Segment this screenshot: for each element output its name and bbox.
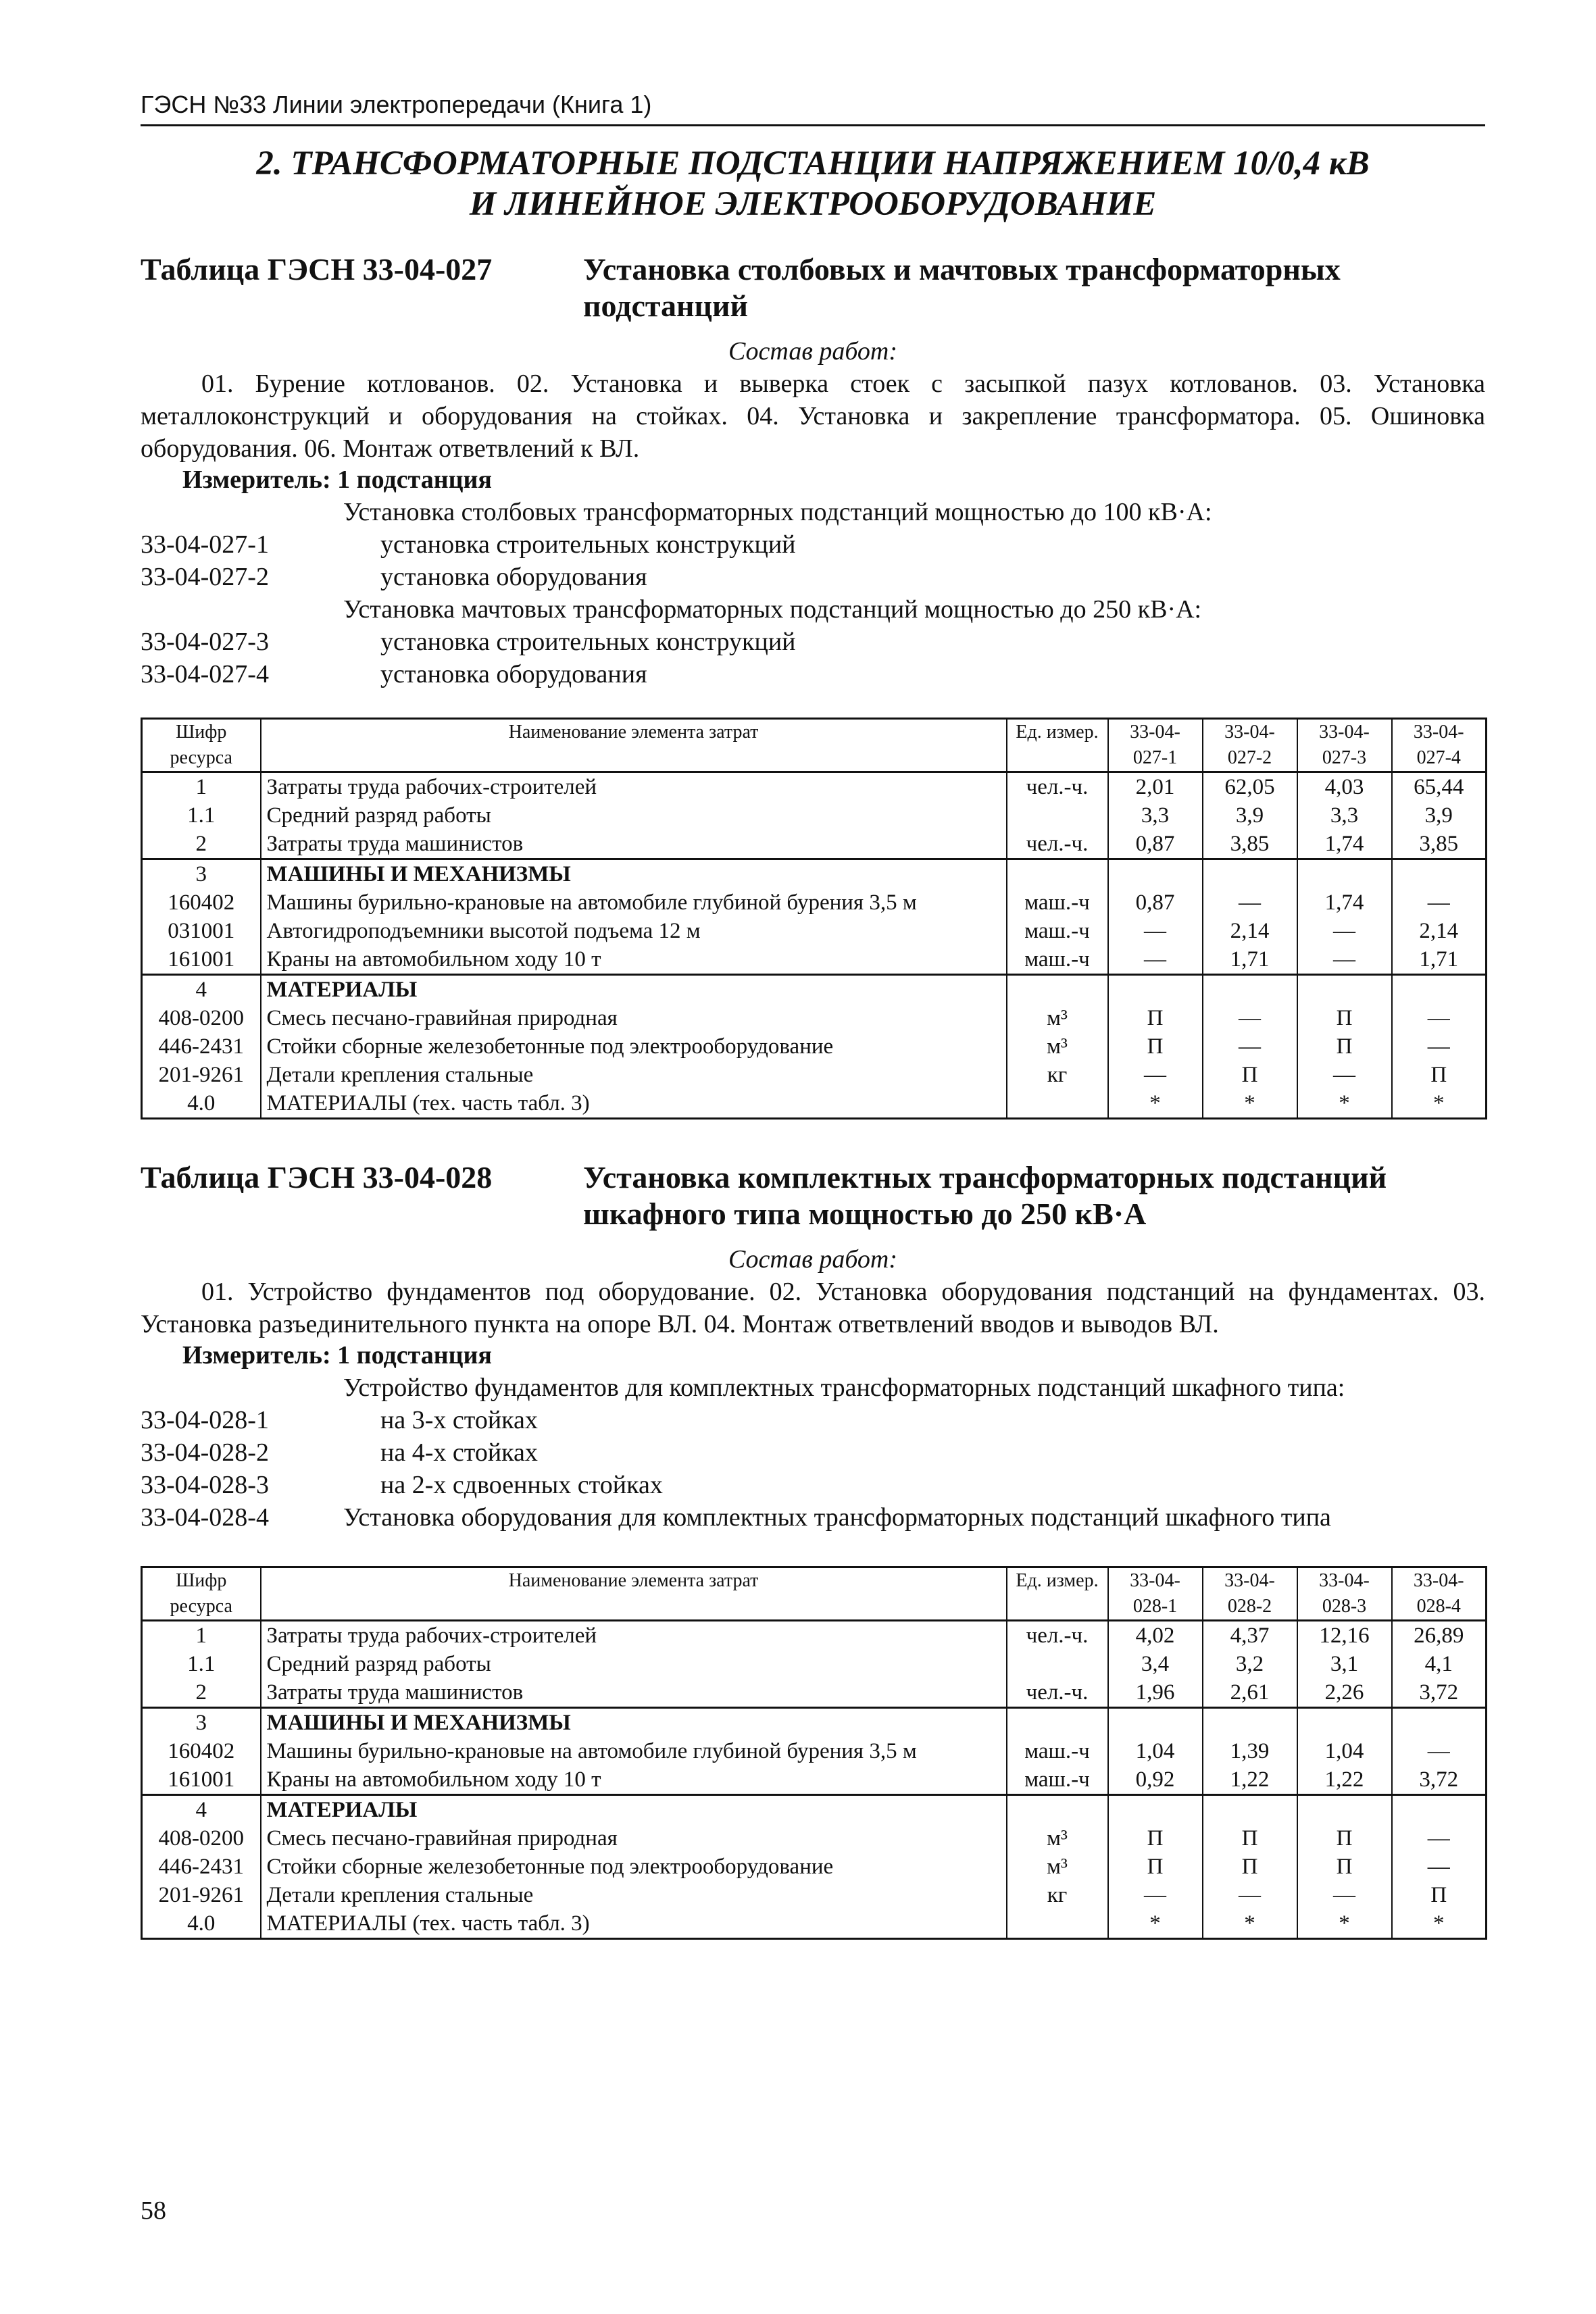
norm-value-cell: 2,26 — [1297, 1678, 1392, 1708]
resource-name-cell: Средний разряд работы — [261, 801, 1007, 830]
norm-value-cell — [1203, 1708, 1297, 1738]
table1-heading — [141, 251, 1485, 326]
resource-name-cell: Автогидроподъемники высотой подъема 12 м — [261, 917, 1007, 945]
unit-cell: чел.-ч. — [1007, 830, 1108, 859]
norm-value-cell: П — [1297, 1032, 1392, 1061]
norm-value-cell: 1,22 — [1297, 1765, 1392, 1795]
norm-description: на 2-х сдвоенных стойках — [380, 1471, 663, 1499]
norm-value-cell — [1297, 1708, 1392, 1738]
table2-measure: Измеритель: 1 подстанция — [182, 1341, 492, 1369]
norm-value-cell: 3,4 — [1108, 1650, 1203, 1678]
col-norm-3-line-1: 33-04- — [1319, 1570, 1370, 1591]
norm-value-cell: — — [1203, 888, 1297, 917]
resource-code-cell: 3 — [142, 859, 261, 889]
col-code-header-line-2: ресурса — [170, 1596, 232, 1617]
norm-value-cell: П — [1297, 1824, 1392, 1853]
norm-value-cell: — — [1203, 1004, 1297, 1032]
norm-value-cell: 3,72 — [1392, 1678, 1487, 1708]
norm-value-cell — [1297, 1795, 1392, 1825]
section-title-line-1: 2. ТРАНСФОРМАТОРНЫЕ ПОДСТАНЦИИ НАПРЯЖЕНИЕМ 10/0,4 кВ — [256, 145, 1370, 182]
table1-number: Таблица ГЭСН 33-04-027 — [141, 252, 493, 286]
col-norm-2-line-1: 33-04- — [1224, 722, 1275, 743]
norm-value-cell — [1108, 1795, 1203, 1825]
resource-code-cell: 201-9261 — [142, 1881, 261, 1909]
col-unit-header: Ед. измер. — [1007, 1567, 1108, 1621]
norm-value-cell: П — [1203, 1061, 1297, 1089]
resource-name-cell: Средний разряд работы — [261, 1650, 1007, 1678]
norm-value-cell: 3,9 — [1203, 801, 1297, 830]
col-name-header: Наименование элемента затрат — [261, 719, 1007, 772]
resource-name-cell: Краны на автомобильном ходу 10 т — [261, 945, 1007, 975]
norm-value-cell: — — [1108, 945, 1203, 975]
resource-code-cell: 161001 — [142, 945, 261, 975]
norm-description: Установка оборудования для комплектных трансформаторных подстанций шкафного типа — [343, 1503, 1331, 1532]
table1-works-label: Состав работ: — [728, 337, 898, 366]
norm-value-cell: П — [1297, 1004, 1392, 1032]
table1-header-row — [142, 719, 1487, 772]
resource-name-cell: Затраты труда рабочих-строителей — [261, 1621, 1007, 1651]
listing-group-title: Установка мачтовых трансформаторных подстанций мощностью до 250 кВ·А: — [343, 595, 1202, 624]
table2-header-row — [142, 1567, 1487, 1621]
resource-name-cell: Стойки сборные железобетонные под электрооборудование — [261, 1853, 1007, 1881]
norm-value-cell: 65,44 — [1392, 772, 1487, 802]
listing-row — [141, 1436, 1485, 1469]
resource-name-cell: Детали крепления стальные — [261, 1881, 1007, 1909]
listing-group-title: Устройство фундаментов для комплектных трансформаторных подстанций шкафного типа: — [343, 1374, 1345, 1402]
col-norm-4-line-1: 33-04- — [1413, 722, 1464, 743]
listing-group-title: Установка столбовых трансформаторных подстанций мощностью до 100 кВ·А: — [343, 498, 1212, 526]
listing-row — [141, 1404, 1485, 1436]
table2-resources — [141, 1566, 1487, 1940]
unit-cell: м³ — [1007, 1824, 1108, 1853]
resource-name-cell: Затраты труда машинистов — [261, 830, 1007, 859]
unit-cell: м³ — [1007, 1004, 1108, 1032]
unit-cell — [1007, 859, 1108, 889]
norm-value-cell: П — [1203, 1853, 1297, 1881]
col-norm-4-line-1: 33-04- — [1413, 1570, 1464, 1591]
resource-name-cell: МАШИНЫ И МЕХАНИЗМЫ — [261, 1708, 1007, 1738]
running-header-title: ГЭСН №33 Линии электропередачи (Книга 1) — [141, 91, 652, 118]
unit-cell — [1007, 801, 1108, 830]
table-row — [142, 1032, 1487, 1061]
norm-description: установка оборудования — [380, 660, 647, 688]
resource-name-cell: Машины бурильно-крановые на автомобиле глубиной бурения 3,5 м — [261, 888, 1007, 917]
resource-code-cell: 160402 — [142, 888, 261, 917]
resource-code-cell: 031001 — [142, 917, 261, 945]
norm-value-cell: — — [1392, 1032, 1487, 1061]
col-norm-2-line-2: 027-2 — [1227, 747, 1272, 768]
listing-row — [141, 1501, 1485, 1534]
norm-value-cell: 0,87 — [1108, 888, 1203, 917]
norm-code: 33-04-028-2 — [141, 1438, 269, 1467]
unit-cell: маш.-ч — [1007, 1765, 1108, 1795]
listing-row — [141, 496, 1485, 528]
col-norm-1-line-2: 028-1 — [1132, 1596, 1178, 1617]
unit-cell: м³ — [1007, 1853, 1108, 1881]
norm-value-cell: 4,1 — [1392, 1650, 1487, 1678]
unit-cell: м³ — [1007, 1032, 1108, 1061]
norm-value-cell: — — [1392, 1824, 1487, 1853]
norm-description: установка оборудования — [380, 563, 647, 591]
norm-value-cell: — — [1392, 1004, 1487, 1032]
resource-code-cell: 1 — [142, 772, 261, 802]
norm-value-cell: П — [1297, 1853, 1392, 1881]
norm-value-cell: 3,72 — [1392, 1765, 1487, 1795]
col-norm-1-line-1: 33-04- — [1130, 722, 1180, 743]
norm-value-cell — [1108, 859, 1203, 889]
col-norm-4-header — [1392, 719, 1487, 772]
resource-code-cell: 2 — [142, 1678, 261, 1708]
norm-value-cell: П — [1108, 1004, 1203, 1032]
col-norm-2-line-1: 33-04- — [1224, 1570, 1275, 1591]
norm-value-cell — [1392, 975, 1487, 1005]
resource-name-cell: Затраты труда машинистов — [261, 1678, 1007, 1708]
norm-value-cell — [1203, 1795, 1297, 1825]
norm-value-cell: 4,03 — [1297, 772, 1392, 802]
table1-works-text: 01. Бурение котлованов. 02. Установка и выверка стоек с засыпкой пазух котлованов. 03. Установка металлоконструкций и оборудования на стойках. 04. Установка и закрепление трансформатора. 05. Ошиновка оборудования. 06. Монтаж ответвлений к ВЛ. — [141, 370, 1485, 463]
col-code-header-line-1: Шифр — [176, 722, 227, 743]
table-row — [142, 1650, 1487, 1678]
col-norm-1-line-1: 33-04- — [1130, 1570, 1180, 1591]
norm-value-cell: * — [1392, 1909, 1487, 1939]
norm-value-cell: — — [1297, 917, 1392, 945]
table-row — [142, 1621, 1487, 1651]
norm-code: 33-04-028-4 — [141, 1503, 269, 1532]
resource-code-cell: 4 — [142, 975, 261, 1005]
norm-value-cell: * — [1108, 1909, 1203, 1939]
norm-value-cell: 62,05 — [1203, 772, 1297, 802]
norm-value-cell: — — [1108, 1061, 1203, 1089]
resource-name-cell: МАШИНЫ И МЕХАНИЗМЫ — [261, 859, 1007, 889]
col-norm-1-line-2: 027-1 — [1132, 747, 1178, 768]
resource-code-cell: 408-0200 — [142, 1004, 261, 1032]
table-row — [142, 1089, 1487, 1119]
table1-measure: Измеритель: 1 подстанция — [182, 466, 492, 494]
col-norm-3-line-2: 028-3 — [1322, 1596, 1367, 1617]
col-norm-1-header — [1108, 1567, 1203, 1621]
resource-code-cell: 4.0 — [142, 1909, 261, 1939]
norm-value-cell — [1203, 859, 1297, 889]
norm-value-cell: 3,85 — [1203, 830, 1297, 859]
norm-value-cell — [1203, 975, 1297, 1005]
norm-value-cell: 3,3 — [1108, 801, 1203, 830]
table-row — [142, 772, 1487, 802]
norm-value-cell: — — [1203, 1032, 1297, 1061]
unit-cell: кг — [1007, 1881, 1108, 1909]
page-number: 58 — [141, 2196, 166, 2225]
norm-value-cell: П — [1392, 1061, 1487, 1089]
table-row — [142, 1909, 1487, 1939]
col-norm-4-header — [1392, 1567, 1487, 1621]
resource-code-cell: 4.0 — [142, 1089, 261, 1119]
listing-row — [141, 561, 1485, 593]
resource-code-cell: 4 — [142, 1795, 261, 1825]
table2-works-text: 01. Устройство фундаментов под оборудование. 02. Установка оборудования подстанций на фундаментах. 03. Установка разъединительного пункта на опоре ВЛ. 04. Монтаж ответвлений вводов и выводов ВЛ. — [141, 1278, 1485, 1338]
unit-cell: чел.-ч. — [1007, 1678, 1108, 1708]
norm-value-cell: 26,89 — [1392, 1621, 1487, 1651]
norm-value-cell: 1,74 — [1297, 888, 1392, 917]
norm-value-cell: — — [1297, 1061, 1392, 1089]
norm-code: 33-04-027-4 — [141, 660, 269, 688]
norm-code: 33-04-028-1 — [141, 1406, 269, 1434]
resource-code-cell: 1.1 — [142, 1650, 261, 1678]
norm-value-cell — [1108, 975, 1203, 1005]
unit-cell — [1007, 1650, 1108, 1678]
col-norm-4-line-2: 028-4 — [1416, 1596, 1461, 1617]
col-name-header: Наименование элемента затрат — [261, 1567, 1007, 1621]
resource-code-cell: 408-0200 — [142, 1824, 261, 1853]
unit-cell — [1007, 975, 1108, 1005]
resource-code-cell: 2 — [142, 830, 261, 859]
resource-name-cell: МАТЕРИАЛЫ — [261, 1795, 1007, 1825]
table-row — [142, 801, 1487, 830]
table-row — [142, 1795, 1487, 1825]
col-norm-2-header — [1203, 719, 1297, 772]
col-norm-3-line-2: 027-3 — [1322, 747, 1367, 768]
norm-value-cell: * — [1297, 1909, 1392, 1939]
table1-resources — [141, 718, 1487, 1120]
unit-cell: маш.-ч — [1007, 917, 1108, 945]
table-row — [142, 859, 1487, 889]
listing-row — [141, 626, 1485, 658]
norm-value-cell: 2,01 — [1108, 772, 1203, 802]
norm-value-cell — [1108, 1708, 1203, 1738]
resource-name-cell: Смесь песчано-гравийная природная — [261, 1004, 1007, 1032]
norm-value-cell: П — [1392, 1881, 1487, 1909]
norm-value-cell: 4,37 — [1203, 1621, 1297, 1651]
section-title-line-2: И ЛИНЕЙНОЕ ЭЛЕКТРООБОРУДОВАНИЕ — [469, 185, 1157, 223]
table1-listing — [141, 496, 1485, 690]
col-unit-header: Ед. измер. — [1007, 719, 1108, 772]
resource-code-cell: 1 — [142, 1621, 261, 1651]
norm-value-cell: — — [1392, 1853, 1487, 1881]
resource-code-cell: 160402 — [142, 1737, 261, 1765]
resource-code-cell: 3 — [142, 1708, 261, 1738]
unit-cell — [1007, 1909, 1108, 1939]
table-row — [142, 1824, 1487, 1853]
unit-cell — [1007, 1795, 1108, 1825]
col-norm-4-line-2: 027-4 — [1416, 747, 1461, 768]
norm-value-cell: 1,96 — [1108, 1678, 1203, 1708]
resource-name-cell: МАТЕРИАЛЫ (тех. часть табл. 3) — [261, 1089, 1007, 1119]
col-code-header — [142, 1567, 261, 1621]
resource-code-cell: 1.1 — [142, 801, 261, 830]
resource-code-cell: 446-2431 — [142, 1032, 261, 1061]
norm-value-cell: 2,14 — [1203, 917, 1297, 945]
norm-description: на 3-х стойках — [380, 1406, 538, 1434]
table-row — [142, 1678, 1487, 1708]
resource-name-cell: МАТЕРИАЛЫ — [261, 975, 1007, 1005]
table-row — [142, 1061, 1487, 1089]
norm-description: на 4-х стойках — [380, 1438, 538, 1467]
col-norm-3-header — [1297, 1567, 1392, 1621]
table-row — [142, 917, 1487, 945]
listing-row — [141, 528, 1485, 561]
norm-value-cell: 1,74 — [1297, 830, 1392, 859]
norm-value-cell: — — [1108, 917, 1203, 945]
unit-cell: чел.-ч. — [1007, 1621, 1108, 1651]
norm-value-cell: * — [1108, 1089, 1203, 1119]
listing-row — [141, 1372, 1485, 1404]
norm-value-cell: 1,71 — [1203, 945, 1297, 975]
unit-cell: кг — [1007, 1061, 1108, 1089]
col-norm-1-header — [1108, 719, 1203, 772]
norm-value-cell: — — [1392, 1737, 1487, 1765]
norm-value-cell: П — [1203, 1824, 1297, 1853]
norm-value-cell: 3,3 — [1297, 801, 1392, 830]
table-row — [142, 1737, 1487, 1765]
norm-code: 33-04-027-1 — [141, 530, 269, 559]
table-row — [142, 830, 1487, 859]
resource-name-cell: Смесь песчано-гравийная природная — [261, 1824, 1007, 1853]
col-norm-2-line-2: 028-2 — [1227, 1596, 1272, 1617]
col-code-header-line-2: ресурса — [170, 747, 232, 768]
resource-name-cell: Машины бурильно-крановые на автомобиле глубиной бурения 3,5 м — [261, 1737, 1007, 1765]
norm-value-cell — [1392, 1795, 1487, 1825]
table-row — [142, 1708, 1487, 1738]
resource-code-cell: 161001 — [142, 1765, 261, 1795]
unit-cell — [1007, 1708, 1108, 1738]
norm-value-cell: 3,85 — [1392, 830, 1487, 859]
norm-value-cell: 1,04 — [1108, 1737, 1203, 1765]
table2-heading — [141, 1159, 1485, 1234]
norm-code: 33-04-027-3 — [141, 628, 269, 656]
norm-value-cell: 1,71 — [1392, 945, 1487, 975]
norm-value-cell — [1392, 1708, 1487, 1738]
table2-title: Установка комплектных трансформаторных подстанций шкафного типа мощностью до 250 кВ·А — [583, 1160, 1387, 1231]
norm-value-cell: 4,02 — [1108, 1621, 1203, 1651]
norm-value-cell — [1392, 859, 1487, 889]
norm-value-cell: П — [1108, 1853, 1203, 1881]
table-row — [142, 975, 1487, 1005]
norm-value-cell: 0,87 — [1108, 830, 1203, 859]
norm-value-cell: * — [1203, 1089, 1297, 1119]
norm-code: 33-04-028-3 — [141, 1471, 269, 1499]
norm-value-cell: 1,04 — [1297, 1737, 1392, 1765]
col-norm-3-header — [1297, 719, 1392, 772]
norm-value-cell: П — [1108, 1824, 1203, 1853]
table-row — [142, 945, 1487, 975]
norm-value-cell: 3,2 — [1203, 1650, 1297, 1678]
section-title — [141, 143, 1485, 224]
norm-description: установка строительных конструкций — [380, 530, 796, 559]
table-row — [142, 1881, 1487, 1909]
table-row — [142, 1004, 1487, 1032]
norm-value-cell: 1,22 — [1203, 1765, 1297, 1795]
col-norm-3-line-1: 33-04- — [1319, 722, 1370, 743]
norm-code: 33-04-027-2 — [141, 563, 269, 591]
col-norm-2-header — [1203, 1567, 1297, 1621]
table-row — [142, 1765, 1487, 1795]
norm-value-cell: — — [1203, 1881, 1297, 1909]
table-row — [142, 1853, 1487, 1881]
table2-number: Таблица ГЭСН 33-04-028 — [141, 1160, 493, 1194]
norm-value-cell: — — [1297, 1881, 1392, 1909]
unit-cell — [1007, 1089, 1108, 1119]
norm-value-cell: * — [1297, 1089, 1392, 1119]
norm-value-cell — [1297, 859, 1392, 889]
norm-value-cell: — — [1297, 945, 1392, 975]
listing-row — [141, 1469, 1485, 1501]
unit-cell: маш.-ч — [1007, 945, 1108, 975]
col-code-header — [142, 719, 261, 772]
resource-code-cell: 446-2431 — [142, 1853, 261, 1881]
norm-description: установка строительных конструкций — [380, 628, 796, 656]
unit-cell: маш.-ч — [1007, 888, 1108, 917]
listing-row — [141, 593, 1485, 626]
unit-cell: чел.-ч. — [1007, 772, 1108, 802]
norm-value-cell: 1,39 — [1203, 1737, 1297, 1765]
resource-name-cell: Краны на автомобильном ходу 10 т — [261, 1765, 1007, 1795]
norm-value-cell: 3,1 — [1297, 1650, 1392, 1678]
resource-name-cell: МАТЕРИАЛЫ (тех. часть табл. 3) — [261, 1909, 1007, 1939]
norm-value-cell: 2,14 — [1392, 917, 1487, 945]
resource-name-cell: Затраты труда рабочих-строителей — [261, 772, 1007, 802]
resource-name-cell: Детали крепления стальные — [261, 1061, 1007, 1089]
resource-code-cell: 201-9261 — [142, 1061, 261, 1089]
table2-listing — [141, 1372, 1485, 1534]
table2-works-label: Состав работ: — [728, 1245, 898, 1274]
norm-value-cell: П — [1108, 1032, 1203, 1061]
norm-value-cell: 3,9 — [1392, 801, 1487, 830]
listing-row — [141, 658, 1485, 690]
norm-value-cell: 0,92 — [1108, 1765, 1203, 1795]
norm-value-cell: * — [1203, 1909, 1297, 1939]
norm-value-cell: — — [1392, 888, 1487, 917]
norm-value-cell: 2,61 — [1203, 1678, 1297, 1708]
col-code-header-line-1: Шифр — [176, 1570, 227, 1591]
norm-value-cell: 12,16 — [1297, 1621, 1392, 1651]
resource-name-cell: Стойки сборные железобетонные под электрооборудование — [261, 1032, 1007, 1061]
table-row — [142, 888, 1487, 917]
table1-title: Установка столбовых и мачтовых трансформаторных подстанций — [583, 252, 1341, 323]
norm-value-cell: — — [1108, 1881, 1203, 1909]
norm-value-cell: * — [1392, 1089, 1487, 1119]
norm-value-cell — [1297, 975, 1392, 1005]
running-header — [141, 89, 1485, 126]
unit-cell: маш.-ч — [1007, 1737, 1108, 1765]
